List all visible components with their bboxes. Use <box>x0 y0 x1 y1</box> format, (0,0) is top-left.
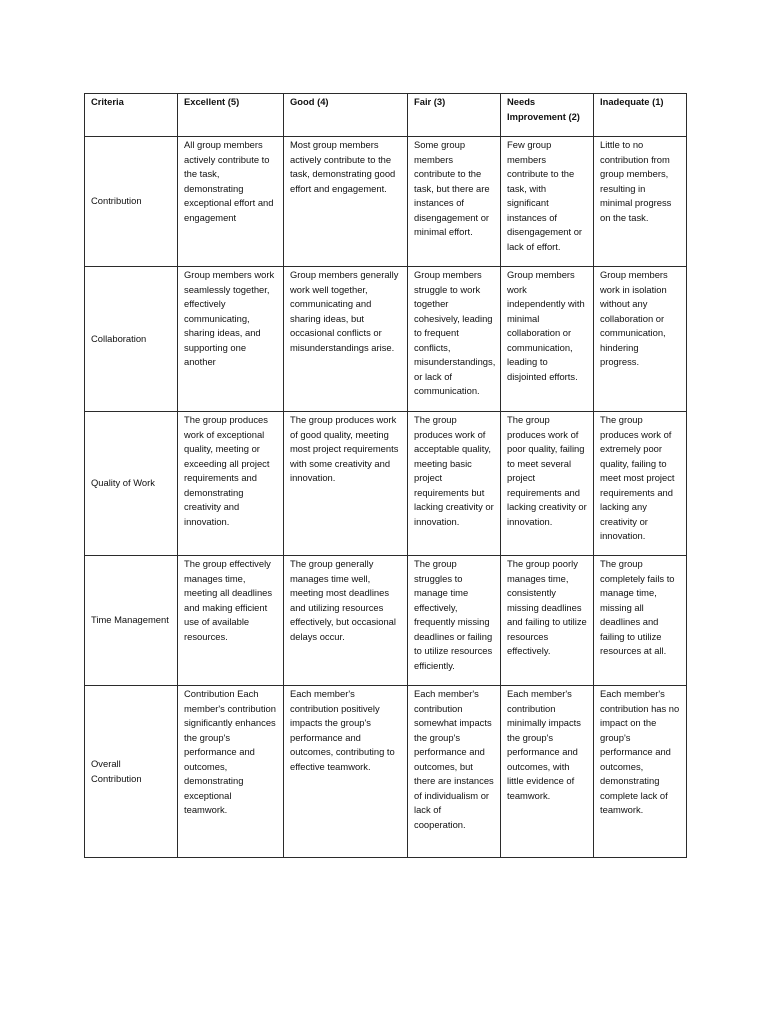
inadequate-cell: Group members work in isolation without any collaboration or communication, hindering progress. <box>594 267 687 412</box>
fair-cell: Each member's contribution somewhat impacts the group's performance and outcomes, but there are instances of individualism or lack of cooperation. <box>408 686 501 858</box>
header-row <box>85 94 687 137</box>
good-cell: Most group members actively contribute to the task, demonstrating good effort and engagement. <box>284 137 408 267</box>
excellent-cell: Group members work seamlessly together, effectively communicating, sharing ideas, and supporting one another <box>178 267 284 412</box>
table-row <box>85 137 687 267</box>
fair-cell: The group struggles to manage time effectively, frequently missing deadlines or failing to utilize resources efficiently. <box>408 556 501 686</box>
needs-improvement-cell: The group produces work of poor quality, failing to meet several project requirements and lacking creativity or innovation. <box>501 412 594 556</box>
needs-improvement-cell: Group members work independently with minimal collaboration or communication, leading to disjointed efforts. <box>501 267 594 412</box>
excellent-cell: The group effectively manages time, meeting all deadlines and making efficient use of available resources. <box>178 556 284 686</box>
table-row <box>85 412 687 556</box>
fair-cell: The group produces work of acceptable quality, meeting basic project requirements but lacking creativity or innovation. <box>408 412 501 556</box>
good-cell: Each member's contribution positively impacts the group's performance and outcomes, contributing to effective teamwork. <box>284 686 408 858</box>
excellent-cell: Contribution Each member's contribution significantly enhances the group's performance and outcomes, demonstrating exceptional teamwork. <box>178 686 284 858</box>
criteria-cell: Time Management <box>85 556 178 686</box>
rubric-table <box>84 93 687 858</box>
excellent-cell: All group members actively contribute to the task, demonstrating exceptional effort and engagement <box>178 137 284 267</box>
table-row <box>85 686 687 858</box>
criteria-cell: Overall Contribution <box>85 686 178 858</box>
header-inadequate: Inadequate (1) <box>594 94 687 137</box>
good-cell: The group generally manages time well, meeting most deadlines and utilizing resources effectively, but occasional delays occur. <box>284 556 408 686</box>
header-needs-improvement: Needs Improvement (2) <box>501 94 594 137</box>
criteria-cell: Collaboration <box>85 267 178 412</box>
criteria-cell: Contribution <box>85 137 178 267</box>
inadequate-cell: The group produces work of extremely poor quality, failing to meet most project requirements and lacking any creativity or innovation. <box>594 412 687 556</box>
needs-improvement-cell: Few group members contribute to the task, with significant instances of disengagement or lack of effort. <box>501 137 594 267</box>
table-row <box>85 267 687 412</box>
header-fair: Fair (3) <box>408 94 501 137</box>
good-cell: The group produces work of good quality, meeting most project requirements with some creativity and innovation. <box>284 412 408 556</box>
needs-improvement-cell: Each member's contribution minimally impacts the group's performance and outcomes, with little evidence of teamwork. <box>501 686 594 858</box>
header-criteria: Criteria <box>85 94 178 137</box>
fair-cell: Group members struggle to work together cohesively, leading to frequent conflicts, misunderstandings, or lack of communication. <box>408 267 501 412</box>
inadequate-cell: The group completely fails to manage time, missing all deadlines and failing to utilize resources at all. <box>594 556 687 686</box>
inadequate-cell: Little to no contribution from group members, resulting in minimal progress on the task. <box>594 137 687 267</box>
fair-cell: Some group members contribute to the task, but there are instances of disengagement or minimal effort. <box>408 137 501 267</box>
table-row <box>85 556 687 686</box>
excellent-cell: The group produces work of exceptional quality, meeting or exceeding all project requirements and demonstrating creativity and innovation. <box>178 412 284 556</box>
criteria-cell: Quality of Work <box>85 412 178 556</box>
header-good: Good (4) <box>284 94 408 137</box>
inadequate-cell: Each member's contribution has no impact on the group's performance and outcomes, demonstrating complete lack of teamwork. <box>594 686 687 858</box>
header-excellent: Excellent (5) <box>178 94 284 137</box>
good-cell: Group members generally work well together, communicating and sharing ideas, but occasional conflicts or misunderstandings arise. <box>284 267 408 412</box>
needs-improvement-cell: The group poorly manages time, consistently missing deadlines and failing to utilize resources effectively. <box>501 556 594 686</box>
